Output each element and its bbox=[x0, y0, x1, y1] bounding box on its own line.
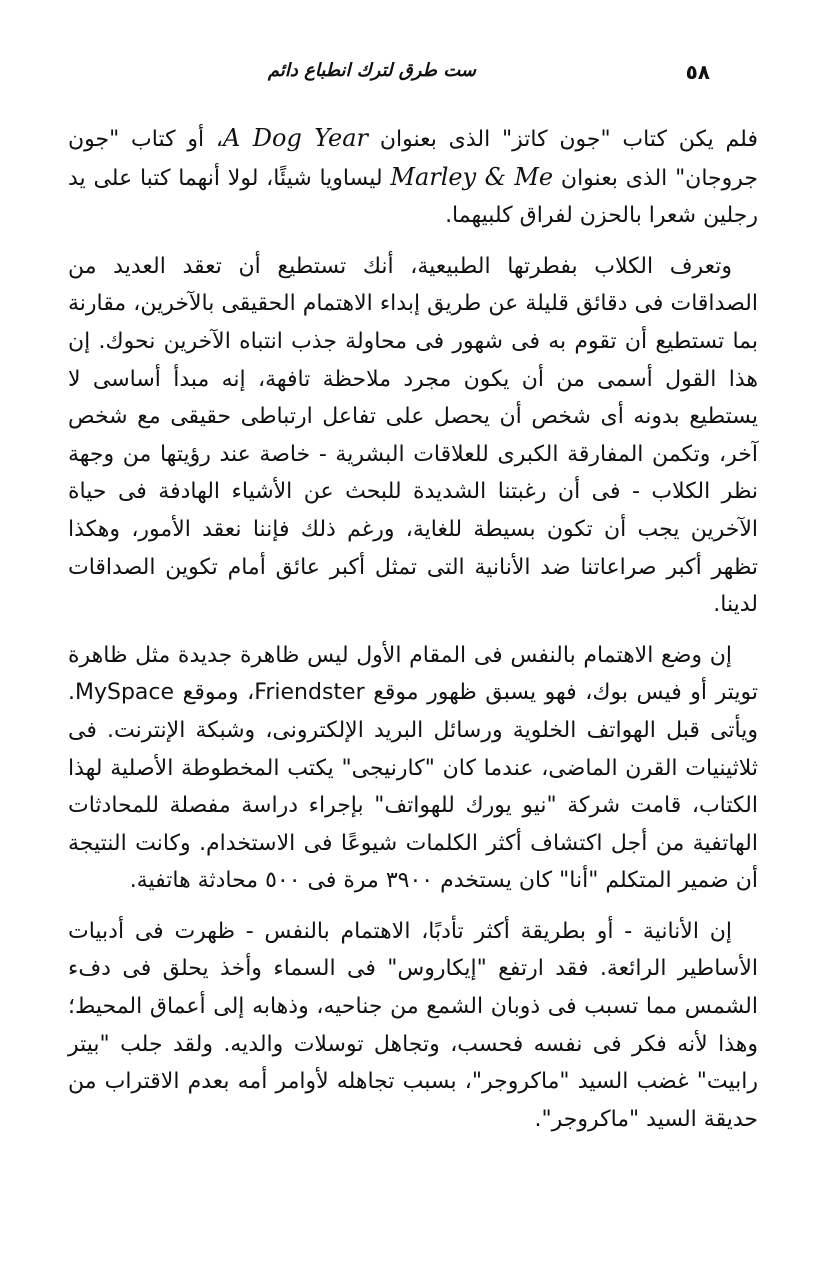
paragraph-1-text-a: فلم يكن كتاب "جون كاتز" الذى بعنوان bbox=[368, 127, 758, 152]
body-text bbox=[68, 120, 758, 1151]
paragraph-1 bbox=[68, 120, 758, 235]
paragraph-3: إن وضع الاهتمام بالنفس فى المقام الأول ليس ظاهرة جديدة مثل ظاهرة تويتر أو فيس بوك، فهو يسبق ظهور موقع Friendster، وموقع MySpace. ويأتى قبل الهواتف الخلوية ورسائل البريد الإلكترونى، وشبكة الإنترنت. فى ثلاثينيات القرن الماضى، عندما كان "كارنيجى" يكتب المخطوطة الأصلية لهذا الكتاب، قامت شركة "نيو يورك للهواتف" بإجراء دراسة مفصلة للمحادثات الهاتفية من أجل اكتشاف أكثر الكلمات شيوعًا فى الاستخدام. وكانت النتيجة أن ضمير المتكلم "أنا" كان يستخدم ٣٩٠٠ مرة فى ٥٠٠ محادثة هاتفية. bbox=[68, 642, 758, 894]
page-number: ٥٨ bbox=[685, 60, 710, 84]
page-header bbox=[0, 58, 828, 88]
paragraph-1-text-b: ، أو كتاب "جون جروجان" الذى بعنوان bbox=[68, 127, 759, 191]
book-title-a-dog-year: A Dog Year bbox=[223, 124, 369, 152]
book-title-marley-and-me: Marley & Me bbox=[390, 162, 554, 191]
paragraph-4: إن الأنانية - أو بطريقة أكثر تأدبًا، الاهتمام بالنفس - ظهرت فى أدبيات الأساطير الرائعة. فقد ارتفع "إيكاروس" فى السماء وأخذ يحلق فى دفء الشمس مما تسبب فى ذوبان الشمع من جناحيه، وذهابه إلى أعماق المحيط؛ وهذا لأنه فكر فى نفسه فحسب، وتجاهل توسلات والديه. ولقد جلب "بيتر رابيت" غضب السيد "ماكروجر"، بسبب تجاهله لأوامر أمه بعدم الاقتراب من حديقة السيد "ماكروجر". bbox=[68, 918, 758, 1132]
paragraph-2: وتعرف الكلاب بفطرتها الطبيعية، أنك تستطيع أن تعقد العديد من الصداقات فى دقائق قليلة عن طريق إبداء الاهتمام الحقيقى بالآخرين، مقارنة بما تستطيع أن تقوم به فى شهور فى محاولة جذب انتباه الآخرين نحوك. إن هذا القول أسمى من أن يكون مجرد ملاحظة تافهة، إنه مبدأ أساسى لا يستطيع بدونه أى شخص أن يحصل على تفاعل ارتباطى حقيقى مع شخص آخر، وتكمن المفارقة الكبرى للعلاقات البشرية - خاصة عند رؤيتها من وجهة نظر الكلاب - فى أن رغبتنا الشديدة للبحث عن الأشياء الهادفة فى حياة الآخرين يجب أن تكون بسيطة للغاية، ورغم ذلك فإننا نعقد الأمور، وهكذا تظهر أكبر صراعاتنا ضد الأنانية التى تمثل أكبر عائق أمام تكوين الصداقات لدينا. bbox=[68, 253, 758, 618]
running-title: ست طرق لترك انطباع دائم bbox=[267, 60, 476, 81]
paragraph-1-text-c: ليساويا شيئًا، لولا أنهما كتبا على يد رجلين شعرا بالحزن لفراق كلبيهما. bbox=[68, 165, 758, 229]
